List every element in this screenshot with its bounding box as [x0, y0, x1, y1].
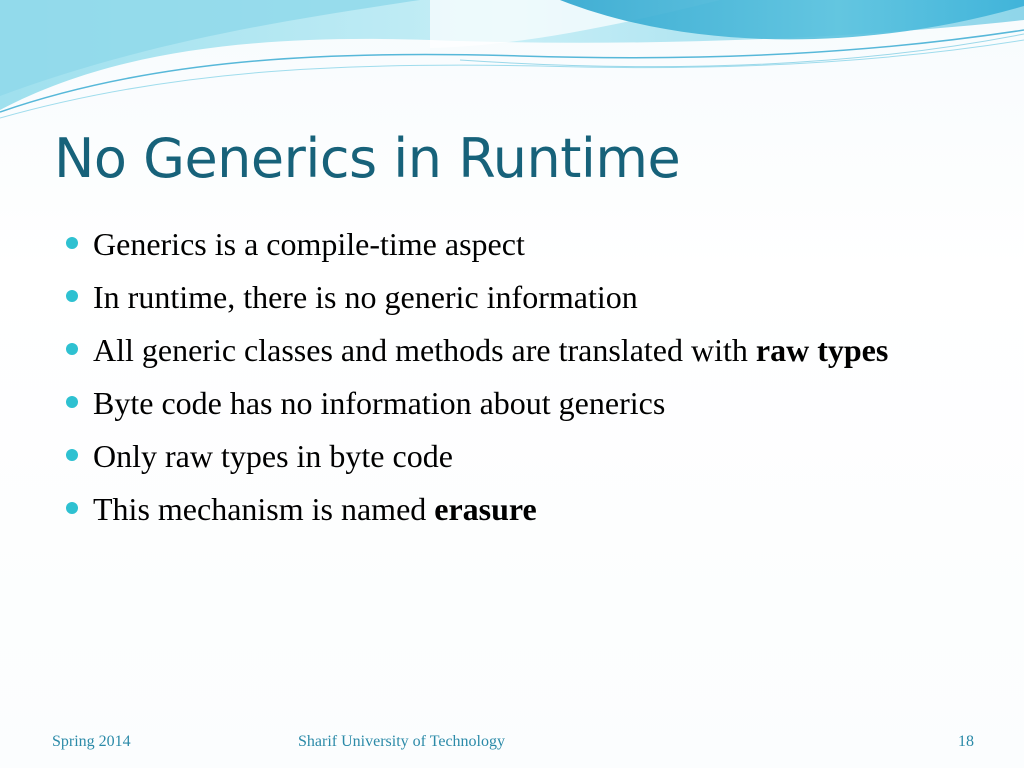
bullet-list: [60, 222, 940, 540]
bullet-dot-icon: [66, 343, 78, 355]
bullet-text: In runtime, there is no generic information: [93, 279, 638, 315]
bullet-dot-icon: [66, 237, 78, 249]
bullet-dot-icon: [66, 502, 78, 514]
bullet-bold-term: erasure: [434, 491, 537, 527]
bullet-text: This mechanism is named: [93, 491, 435, 527]
bullet-item: [60, 275, 940, 319]
bullet-dot-icon: [66, 396, 78, 408]
bullet-text: All generic classes and methods are translated with: [93, 332, 756, 368]
bullet-item: [60, 381, 940, 425]
bullet-text: Generics is a compile-time aspect: [93, 226, 525, 262]
bullet-text: Byte code has no information about generics: [93, 385, 666, 421]
slide-title: No Generics in Runtime: [54, 127, 681, 190]
bullet-item: [60, 222, 940, 266]
bullet-item: [60, 328, 940, 372]
bullet-text: Only raw types in byte code: [93, 438, 453, 474]
bullet-item: [60, 434, 940, 478]
footer-date: Spring 2014: [52, 733, 131, 750]
header-wave-decoration: [0, 0, 1024, 130]
bullet-dot-icon: [66, 290, 78, 302]
slide-number: 18: [958, 733, 974, 750]
bullet-item: [60, 487, 940, 531]
bullet-bold-term: raw types: [755, 332, 889, 368]
footer-organization: Sharif University of Technology: [298, 733, 505, 750]
bullet-dot-icon: [66, 449, 78, 461]
